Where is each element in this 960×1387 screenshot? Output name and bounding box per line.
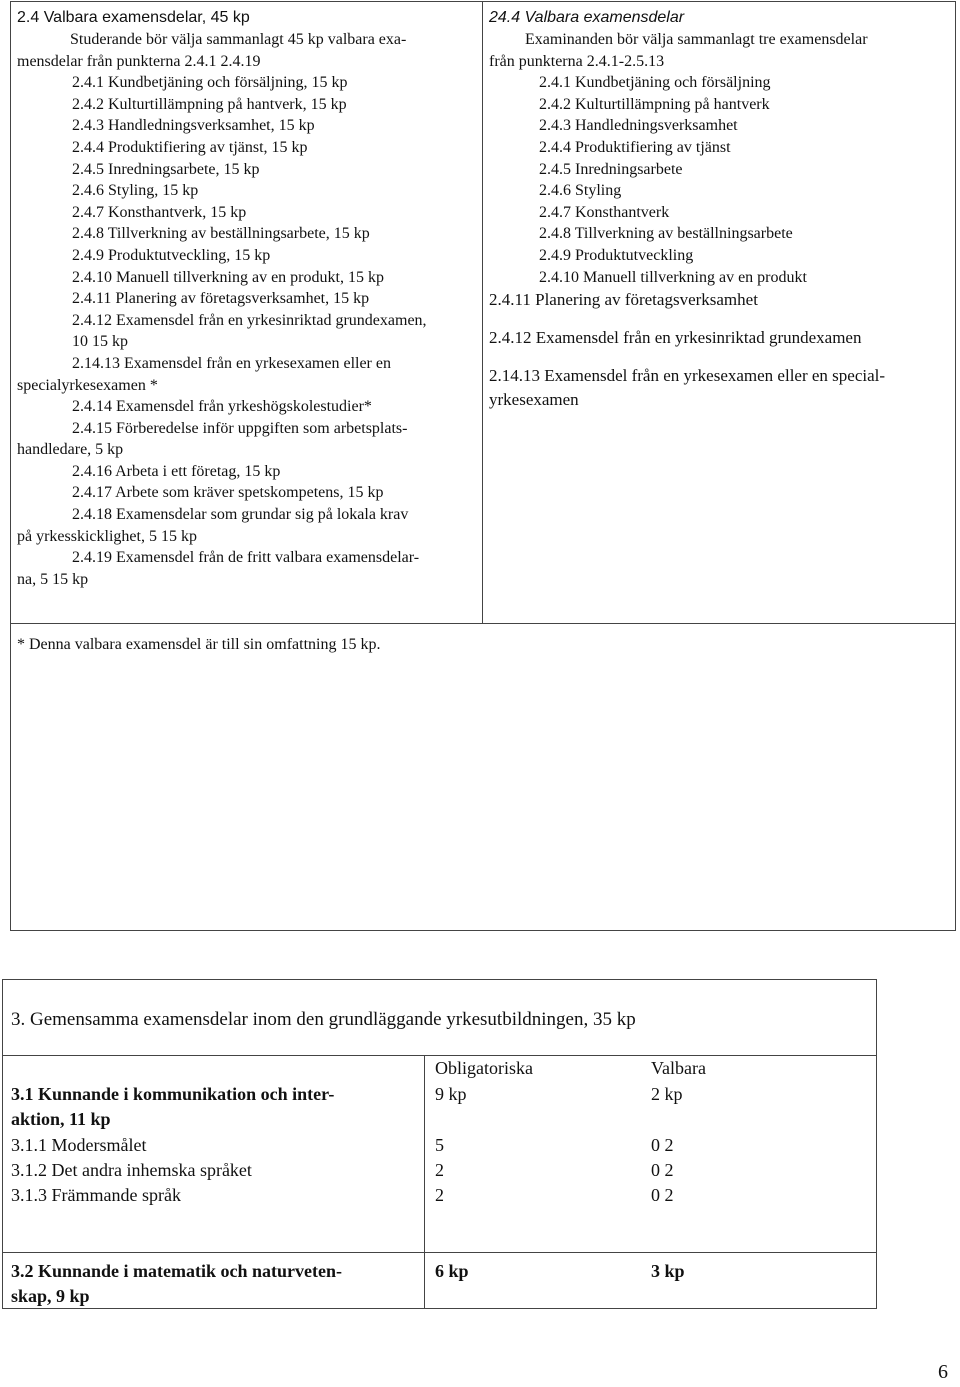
left-item: 2.4.1 Kundbetjäning och försäljning, 15 kp (72, 74, 348, 92)
left-item: 2.4.9 Produktutveckling, 15 kp (72, 246, 271, 264)
left-item-18-line2: på yrkesskicklighet, 5 15 kp (17, 527, 197, 545)
left-item-15-line2: handledare, 5 kp (17, 441, 124, 459)
left-item-19-line2: na, 5 15 kp (17, 570, 89, 588)
left-item-15-line1: 2.4.15 Förberedelse inför uppgiften som arbetsplats- (72, 419, 408, 437)
right-item-11: 2.4.11 Planering av företagsverksamhet (489, 290, 758, 310)
right-intro-line2: från punkterna 2.4.1-2.5.13 (489, 52, 665, 70)
left-item: 2.4.2 Kulturtillämpning på hantverk, 15 kp (72, 95, 347, 113)
column-header-valbara: Valbara (651, 1058, 706, 1078)
right-item: 2.4.9 Produktutveckling (539, 246, 694, 264)
right-intro-line1: Examinanden bör välja sammanlagt tre examensdelar (525, 31, 868, 48)
footnote-cell (17, 634, 917, 656)
right-item: 2.4.5 Inredningsarbete (539, 160, 683, 178)
column-divider (482, 2, 483, 623)
left-intro-line2: mensdelar från punkterna 2.4.1 2.4.19 (17, 52, 261, 70)
left-item-13-line1: 2.14.13 Examensdel från en yrkesexamen eller en (72, 354, 391, 372)
section-3-1-line2: aktion, 11 kp (11, 1109, 111, 1129)
right-item: 2.4.7 Konsthantverk (539, 203, 670, 221)
row-label: 3.1.3 Främmande språk (11, 1185, 181, 1205)
left-item-17: 2.4.17 Arbete som kräver spetskompetens, 15 kp (72, 484, 384, 502)
section-3-2-obligatoriska: 6 kp (435, 1261, 469, 1281)
left-item: 2.4.5 Inredningsarbete, 15 kp (72, 160, 260, 178)
row-label: 3.1.1 Modersmålet (11, 1135, 147, 1155)
right-column (489, 7, 951, 412)
common-parts-table (2, 979, 877, 1309)
section-3-2-line2: skap, 9 kp (11, 1286, 90, 1306)
left-item: 2.4.8 Tillverkning av beställningsarbete, 15 kp (72, 225, 370, 243)
row-obligatoriska: 2 (435, 1185, 444, 1205)
row-divider (3, 1252, 876, 1253)
left-item-19-line1: 2.4.19 Examensdel från de fritt valbara examensdelar- (72, 549, 420, 567)
left-item: 2.4.3 Handledningsverksamhet, 15 kp (72, 117, 315, 135)
row-divider (11, 623, 955, 624)
left-item: 2.4.11 Planering av företagsverksamhet, 15 kp (72, 290, 370, 308)
section-3-1-line1: 3.1 Kunnande i kommunikation och inter- (11, 1084, 335, 1104)
left-intro-line1: Studerande bör välja sammanlagt 45 kp valbara exa- (70, 31, 407, 48)
left-item-16: 2.4.16 Arbeta i ett företag, 15 kp (72, 462, 281, 480)
section-3-2-valbara: 3 kp (651, 1261, 685, 1281)
right-item: 2.4.10 Manuell tillverkning av en produkt (539, 268, 807, 286)
table-title: 3. Gemensamma examensdelar inom den grundläggande yrkesutbildningen, 35 kp (11, 1009, 636, 1030)
right-item: 2.4.4 Produktifiering av tjänst (539, 138, 731, 156)
left-heading: 2.4 Valbara examensdelar, 45 kp (17, 9, 250, 26)
section-3-1-obligatoriska: 9 kp (435, 1084, 467, 1104)
left-item-13-line2: specialyrkesexamen * (17, 376, 158, 394)
right-item: 2.4.1 Kundbetjäning och försäljning (539, 74, 771, 92)
left-item-14: 2.4.14 Examensdel från yrkeshögskolestudier* (72, 398, 372, 416)
left-item: 2.4.10 Manuell tillverkning av en produkt, 15 kp (72, 268, 384, 286)
row-valbara: 0 2 (651, 1135, 674, 1155)
row-valbara: 0 2 (651, 1185, 674, 1205)
left-item-18-line1: 2.4.18 Examensdelar som grundar sig på lokala krav (72, 506, 409, 524)
top-table (10, 1, 956, 931)
right-item: 2.4.8 Tillverkning av beställningsarbete (539, 225, 793, 243)
row-label: 3.1.2 Det andra inhemska språket (11, 1160, 252, 1180)
right-item: 2.4.2 Kulturtillämpning på hantverk (539, 95, 770, 113)
right-item: 2.4.3 Handledningsverksamhet (539, 117, 738, 135)
right-item: 2.4.6 Styling (539, 182, 622, 200)
left-item: 2.4.4 Produktifiering av tjänst, 15 kp (72, 138, 308, 156)
left-column (17, 7, 475, 590)
left-item-12-line2: 10 15 kp (72, 333, 128, 351)
section-3-2-line1: 3.2 Kunnande i matematik och naturveten- (11, 1261, 343, 1281)
row-obligatoriska: 2 (435, 1160, 444, 1180)
row-valbara: 0 2 (651, 1160, 674, 1180)
right-item-13-line1: 2.14.13 Examensdel från en yrkesexamen eller en special- (489, 366, 886, 386)
page-number: 6 (938, 1361, 948, 1383)
row-obligatoriska: 5 (435, 1135, 444, 1155)
right-item-12: 2.4.12 Examensdel från en yrkesinriktad grundexamen (489, 328, 862, 348)
column-header-obligatoriska: Obligatoriska (435, 1058, 533, 1078)
left-item: 2.4.7 Konsthantverk, 15 kp (72, 203, 247, 221)
section-3-1-valbara: 2 kp (651, 1084, 683, 1104)
left-item: 2.4.6 Styling, 15 kp (72, 182, 199, 200)
right-heading: 24.4 Valbara examensdelar (489, 9, 685, 26)
right-item-13-line2: yrkesexamen (489, 390, 579, 410)
column-divider (424, 1055, 425, 1309)
left-item-12-line1: 2.4.12 Examensdel från en yrkesinriktad grundexamen, (72, 311, 427, 329)
footnote: * Denna valbara examensdel är till sin omfattning 15 kp. (17, 636, 381, 653)
